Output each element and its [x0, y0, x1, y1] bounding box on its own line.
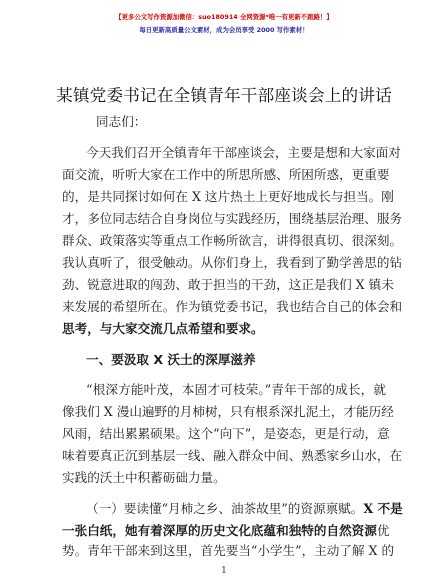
paragraph-line: “根深方能叶茂，本固才可枝荣。”青年干部的成长，就: [86, 382, 386, 397]
subsection-bold-text: X 不是: [363, 501, 403, 516]
paragraph-bold-text: 一张白纸，她有着深厚的历史文化底蕴和独特的自然资源: [62, 523, 377, 538]
document-title: 某镇党委书记在全镇青年干部座谈会上的讲话: [56, 86, 392, 105]
paragraph-line: 面交流，听听大家在工作中的所思所感、所困所惑，更重要: [62, 167, 390, 182]
paragraph-line: 劲、锐意进取的闯劲、敢于担当的干劲，这正是我们 X 镇未: [62, 277, 394, 292]
section-heading: 一、要汲取 X 沃土的深厚滋养: [86, 352, 256, 367]
paragraph-line: 实践的沃土中积蓄砺础力量。: [62, 470, 226, 485]
subsection-heading: （一）要读懂“月柿之乡、油茶故里”的资源禀赋。: [86, 501, 364, 516]
paragraph-line: 今天我们召开全镇青年干部座谈会，主要是想和大家面对: [86, 145, 401, 160]
paragraph-line: 风雨，结出累累硕果。这个“向下”，是姿态，更是行动，意: [62, 426, 390, 441]
promo-banner: [0, 11, 448, 37]
paragraph-text: 优: [376, 523, 390, 538]
page-number: 1: [221, 566, 227, 576]
paragraph-line: 才，多位同志结合自身岗位与实践经历，围绕基层治理、服务: [62, 211, 403, 226]
paragraph-line: 群众、政策落实等重点工作畅所欲言，讲得很真切、很深刻。: [62, 233, 403, 248]
paragraph-line: 势。青年干部来到这里，首先要当“小学生”，主动了解 X 的: [62, 543, 395, 558]
salutation: 同志们：: [96, 114, 147, 129]
paragraph-line: 来发展的希望所在。作为镇党委书记，我也结合自己的体会和: [62, 299, 403, 314]
promo-banner-line-2: 每日更新高质量公文素材，成为会员享受 2000 写作素材！: [139, 26, 309, 34]
paragraph-line: 味着要真正沉到基层一线、融入群众中间、熟悉家乡山水，在: [62, 448, 403, 463]
subsection-line: [86, 498, 403, 517]
paragraph-line: 的，是共同探讨如何在 X 这片热土上更好地成长与担当。刚: [62, 189, 394, 204]
paragraph-line: [62, 520, 389, 539]
paragraph-line-bold: 思考，与大家交流几点希望和要求。: [62, 321, 264, 336]
promo-banner-line-1: 【更多公文写作资源加微信：suo180914 全网资源*唯一有更新不跑路！】: [115, 13, 333, 21]
paragraph-line: 像我们 X 漫山遍野的月柿树，只有根系深扎泥土，才能历经: [62, 404, 394, 419]
paragraph-line: 我认真听了，很受触动。从你们身上，我看到了勤学善思的钻: [62, 255, 403, 270]
